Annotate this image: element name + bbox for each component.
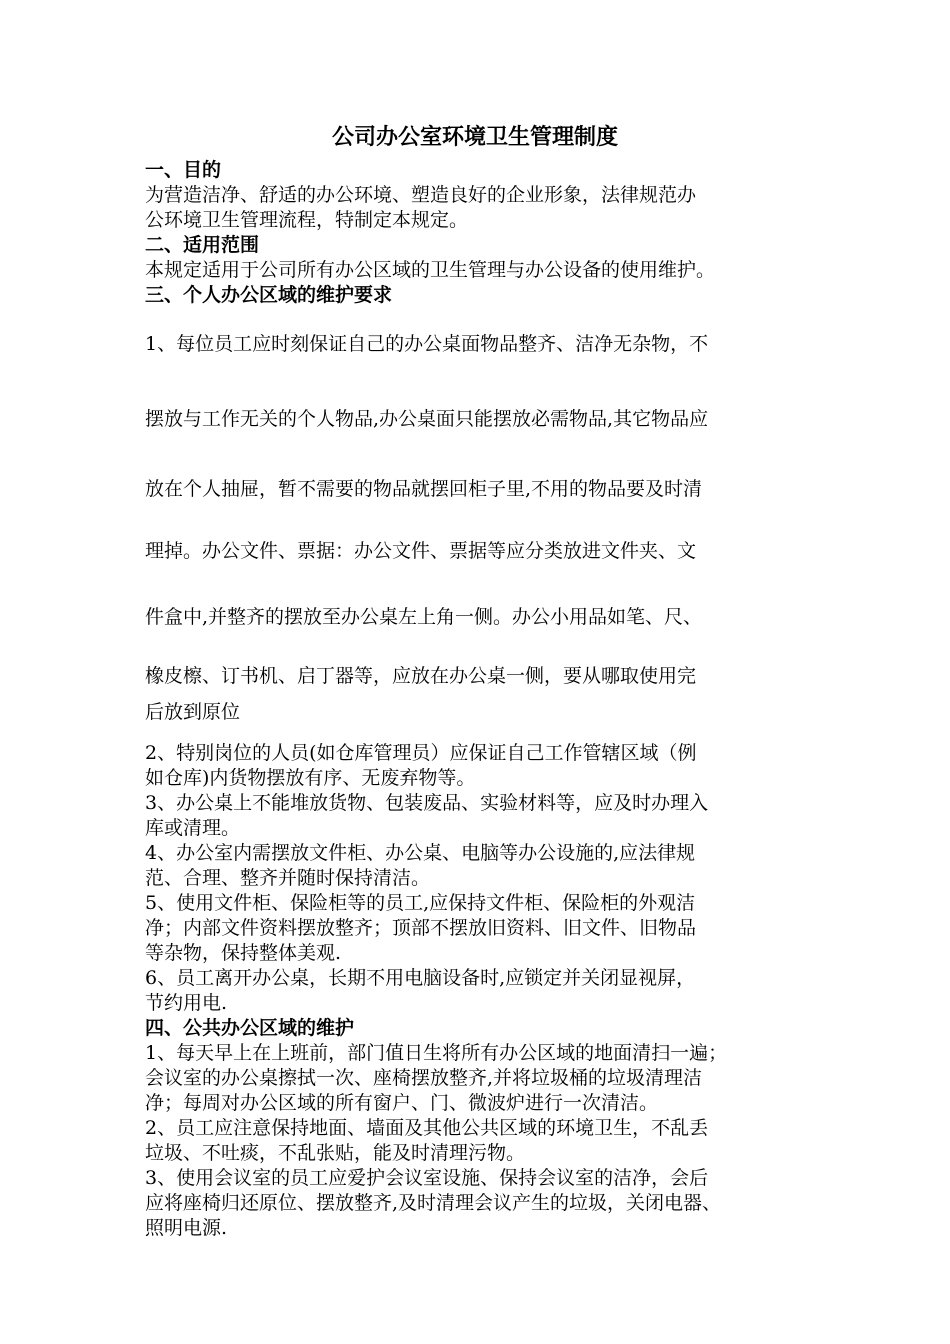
- item-line: 橡皮檫、订书机、启丁器等，应放在办公桌一侧，要从哪取使用完: [145, 665, 697, 687]
- section-heading-public-area: 四、公共办公区域的维护: [145, 1017, 355, 1039]
- item-line: 会议室的办公桌擦拭一次、座椅摆放整齐,并将垃圾桶的垃圾清理洁: [145, 1067, 703, 1089]
- item-line: 2、员工应注意保持地面、墙面及其他公共区域的环境卫生，不乱丢: [145, 1117, 709, 1139]
- item-line: 1、每天早上在上班前，部门值日生将所有办公区域的地面清扫一遍；: [145, 1042, 728, 1064]
- item-line: 净；内部文件资料摆放整齐；顶部不摆放旧资料、旧文件、旧物品: [145, 917, 697, 939]
- item-line: 如仓库)内货物摆放有序、无废弃物等。: [145, 767, 476, 789]
- item-line: 4、办公室内需摆放文件柜、办公桌、电脑等办公设施的,应法律规: [145, 842, 696, 864]
- item-line: 6、员工离开办公桌，长期不用电脑设备时,应锁定并关闭显视屏，: [145, 967, 696, 989]
- item-line: 摆放与工作无关的个人物品,办公桌面只能摆放必需物品,其它物品应: [145, 408, 709, 430]
- section-heading-scope: 二、适用范围: [145, 234, 260, 256]
- item-line: 净；每周对办公区域的所有窗户、门、微波炉进行一次清洁。: [145, 1092, 659, 1114]
- paragraph-line: 本规定适用于公司所有办公区域的卫生管理与办公设备的使用维护。: [145, 259, 716, 281]
- item-line: 件盒中,并整齐的摆放至办公桌左上角一侧。办公小用品如笔、尺、: [145, 606, 703, 628]
- item-line: 库或清理。: [145, 817, 241, 839]
- item-line: 2、特别岗位的人员(如仓库管理员）应保证自己工作管辖区域（例: [145, 742, 697, 764]
- document-body: [145, 158, 830, 1241]
- item-line: 范、合理、整齐并随时保持清洁。: [145, 867, 431, 889]
- item-line: 等杂物，保持整体美观.: [145, 942, 342, 964]
- item-line: 垃圾、不吐痰，不乱张贴，能及时清理污物。: [145, 1142, 526, 1164]
- item-line: 放在个人抽屉，暂不需要的物品就摆回柜子里,不用的物品要及时清: [145, 478, 703, 500]
- item-line: 1、每位员工应时刻保证自己的办公桌面物品整齐、洁净无杂物，不: [145, 333, 709, 355]
- item-line: 5、使用文件柜、保险柜等的员工,应保持文件柜、保险柜的外观洁: [145, 892, 696, 914]
- item-line: 照明电源.: [145, 1217, 228, 1239]
- item-line: 3、办公桌上不能堆放货物、包装废品、实验材料等，应及时办理入: [145, 792, 709, 814]
- section-heading-purpose: 一、目的: [145, 159, 222, 181]
- paragraph-line: 公环境卫生管理流程，特制定本规定。: [145, 209, 469, 231]
- item-line: 节约用电.: [145, 992, 228, 1014]
- document-title: 公司办公室环境卫生管理制度: [331, 124, 618, 150]
- item-line: 理掉。办公文件、票据：办公文件、票据等应分类放进文件夹、文: [145, 540, 697, 562]
- item-line: 3、使用会议室的员工应爱护会议室设施、保持会议室的洁净，会后: [145, 1167, 709, 1189]
- paragraph-line: 为营造洁净、舒适的办公环境、塑造良好的企业形象，法律规范办: [145, 184, 697, 206]
- item-line: 应将座椅归还原位、摆放整齐,及时清理会议产生的垃圾，关闭电器、: [145, 1192, 722, 1214]
- section-heading-personal-area: 三、个人办公区域的维护要求: [145, 284, 393, 306]
- item-line: 后放到原位: [145, 701, 241, 723]
